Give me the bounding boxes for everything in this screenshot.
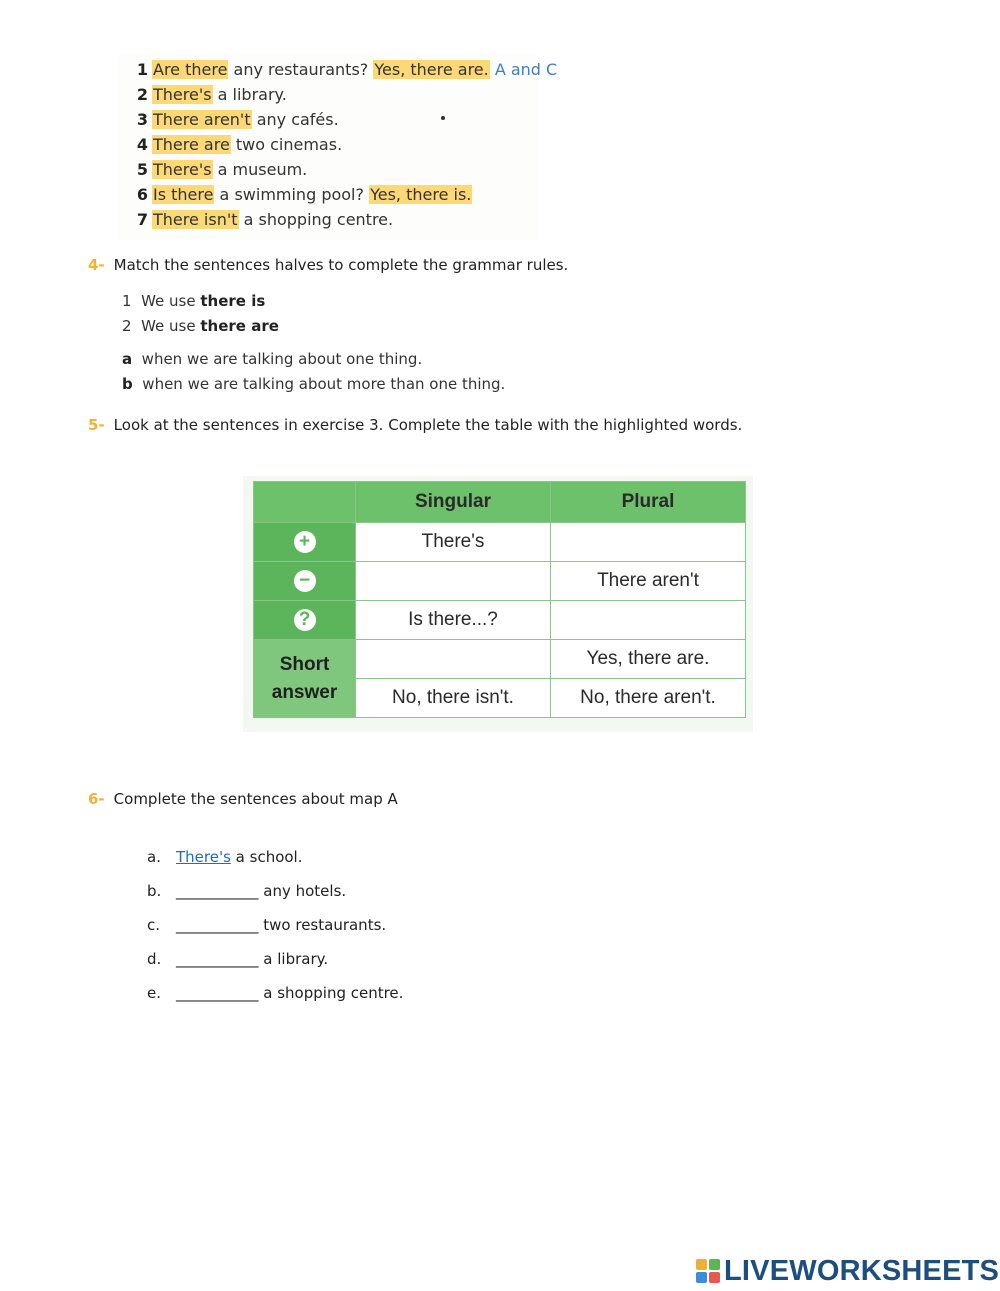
- stray-dot: [441, 116, 445, 120]
- answer-field-c[interactable]: ___________: [176, 916, 259, 934]
- rule-2: 2 We use there are: [122, 317, 279, 335]
- positive-plural-cell: [551, 523, 746, 562]
- answer-field-e[interactable]: ___________: [176, 984, 259, 1002]
- liveworksheets-logo: [696, 1255, 999, 1287]
- list-item: 5 There's a museum.: [136, 160, 308, 179]
- answer-field-a[interactable]: There's: [176, 848, 231, 866]
- exercise3-list: [118, 54, 558, 240]
- sentence-c: c. ___________ two restaurants.: [147, 916, 387, 934]
- answer-field-d[interactable]: ___________: [176, 950, 259, 968]
- short-no-singular-cell: No, there isn't.: [356, 679, 551, 718]
- positive-singular-cell: There's: [356, 523, 551, 562]
- short-yes-singular-cell: [356, 640, 551, 679]
- header-singular: Singular: [356, 482, 551, 523]
- sentence-b: b. ___________ any hotels.: [147, 882, 347, 900]
- sentence-e: e. ___________ a shopping centre.: [147, 984, 404, 1002]
- brand-name: LIVEWORKSHEETS: [724, 1254, 1000, 1287]
- option-b: b when we are talking about more than one thing.: [122, 375, 506, 393]
- grammar-table-grid: [253, 481, 746, 718]
- list-item: 4 There are two cinemas.: [136, 135, 343, 154]
- plus-icon: +: [294, 531, 316, 553]
- list-item: 1 Are there any restaurants? Yes, there are. A and C: [136, 60, 558, 79]
- sentence-d: d. ___________ a library.: [147, 950, 329, 968]
- question-5: 5- Look at the sentences in exercise 3. Complete the table with the highlighted words.: [88, 416, 743, 434]
- question-4: 4- Match the sentences halves to complete the grammar rules.: [88, 256, 569, 274]
- positive-row-label: [254, 523, 356, 562]
- question-singular-cell: Is there...?: [356, 601, 551, 640]
- list-item: 6 Is there a swimming pool? Yes, there is.: [136, 185, 472, 204]
- grammar-table: [243, 476, 753, 732]
- list-item: 7 There isn't a shopping centre.: [136, 210, 394, 229]
- minus-icon: −: [294, 570, 316, 592]
- sentence-a: a. There's a school.: [147, 848, 303, 866]
- option-a: a when we are talking about one thing.: [122, 350, 423, 368]
- header-corner: [254, 482, 356, 523]
- negative-row-label: [254, 562, 356, 601]
- negative-plural-cell: There aren't: [551, 562, 746, 601]
- question-row-label: [254, 601, 356, 640]
- question-icon: ?: [294, 609, 316, 631]
- short-yes-plural-cell: Yes, there are.: [551, 640, 746, 679]
- header-plural: Plural: [551, 482, 746, 523]
- list-item: 3 There aren't any cafés.: [136, 110, 339, 129]
- list-item: 2 There's a library.: [136, 85, 287, 104]
- question-plural-cell: [551, 601, 746, 640]
- question-6: 6- Complete the sentences about map A: [88, 790, 398, 808]
- answer-field-b[interactable]: ___________: [176, 882, 259, 900]
- negative-singular-cell: [356, 562, 551, 601]
- rule-1: 1 We use there is: [122, 292, 266, 310]
- liveworksheets-logo-icon: [696, 1259, 720, 1283]
- short-no-plural-cell: No, there aren't.: [551, 679, 746, 718]
- short-answer-label: Short answer: [254, 640, 356, 718]
